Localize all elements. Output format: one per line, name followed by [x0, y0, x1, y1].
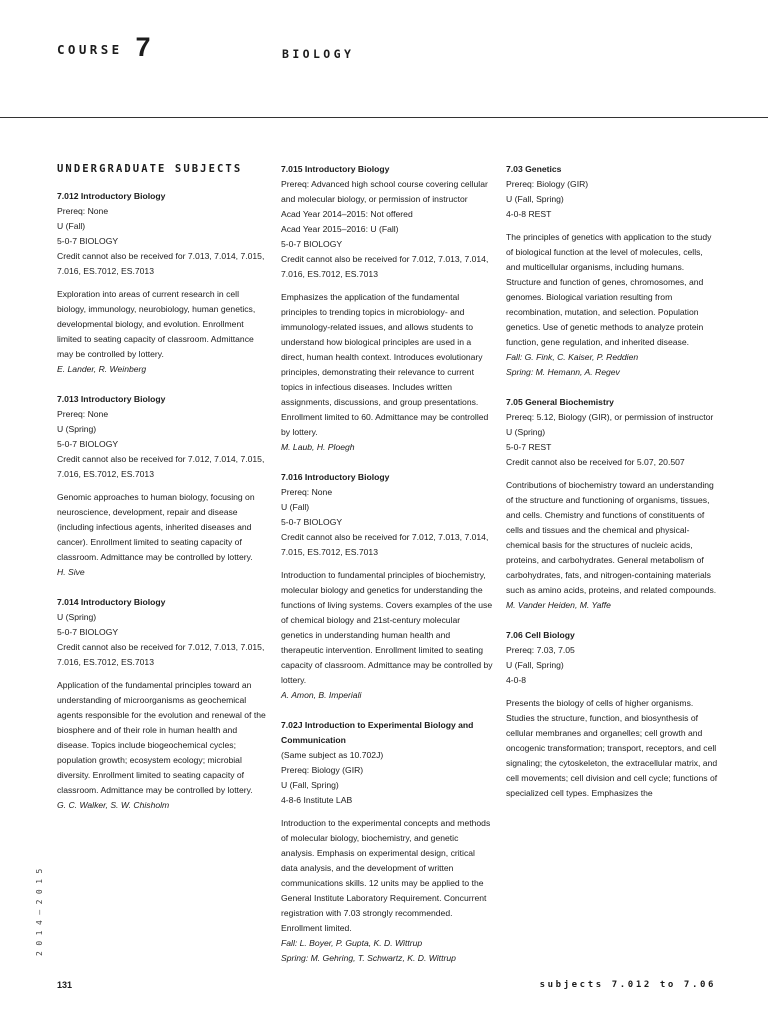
subject-entry — [57, 189, 269, 377]
header-rule — [0, 117, 768, 118]
subject-entry — [506, 162, 718, 380]
subject-instructors: Fall: L. Boyer, P. Gupta, K. D. Wittrup — [281, 938, 423, 948]
course-label: COURSE — [57, 42, 123, 57]
subject-instructors: A. Amon, B. Imperiali — [281, 690, 362, 700]
page-number: 131 — [57, 980, 73, 990]
subject-title: 7.014 Introductory Biology — [57, 597, 166, 607]
subject-info-line: Credit cannot also be received for 7.013, 7.014, 7.015, 7.016, ES.7012, ES.7013 — [57, 251, 265, 276]
subject-info-line: U (Spring) — [57, 612, 97, 622]
subject-description: Genomic approaches to human biology, focusing on neuroscience, development, repair and disease (including infectious agents, inherited diseases and cancer). Enrollment limited to seating capacity of classroom. Admittance may be controlled by lottery. — [57, 492, 255, 562]
column-3 — [506, 162, 718, 816]
subject-info-line: U (Fall) — [281, 502, 310, 512]
subject-instructors: M. Laub, H. Ploegh — [281, 442, 355, 452]
subject-info-line: 5-0-7 BIOLOGY — [281, 239, 343, 249]
subject-instructors: E. Lander, R. Weinberg — [57, 364, 147, 374]
subject-description: Introduction to fundamental principles of biochemistry, molecular biology and genetics for understanding the functions of living systems. Covers examples of the use of chemical biology and 21st-century molecular genetics in understanding human health and therapeutic intervention. Enrollment limited to seating capacity of classroom. Admittance may be controlled by lottery. — [281, 570, 493, 685]
subject-info-line: Credit cannot also be received for 7.012, 7.014, 7.015, 7.016, ES.7012, ES.7013 — [57, 454, 265, 479]
subject-title: 7.03 Genetics — [506, 164, 562, 174]
subject-instructors: Spring: M. Gehring, T. Schwartz, K. D. Wittrup — [281, 953, 456, 963]
subject-description: Contributions of biochemistry toward an understanding of the structure and functioning of organisms, tissues, and cells. Chemistry and functions of constituents of cells and tissues and the chemical and physical-chemical basis for the structures of nucleic acids, proteins, and carbohydrates. General metabolism of carbohydrates, fats, and nitrogen-containing materials such as amino acids, proteins, and related compounds. — [506, 480, 717, 595]
subject-entry — [57, 392, 269, 580]
subject-description: Introduction to the experimental concepts and methods of molecular biology, biochemistry, and genetic analysis. Emphasis on experimental design, critical data analysis, and the development of written communications skills. 12 units may be applied to the General Institute Laboratory Requirement. Concurrent registration with 7.03 strongly recommended. Enrollment limited. — [281, 818, 491, 933]
subject-title: 7.06 Cell Biology — [506, 630, 575, 640]
subject-info-line: U (Fall, Spring) — [506, 660, 564, 670]
subject-info-line: 5-0-7 BIOLOGY — [57, 439, 119, 449]
subject-info-line: Credit cannot also be received for 7.012, 7.013, 7.014, 7.016, ES.7012, ES.7013 — [281, 254, 489, 279]
subject-description: Presents the biology of cells of higher organisms. Studies the structure, function, and biosynthesis of cellular membranes and organelles; cell growth and oncogenic transformation; transport, receptors, and cell signaling; the cytoskeleton, the extracellular matrix, and cell movements; cell division and cell cycle; functions of specialized cell types. Emphasizes the — [506, 698, 718, 798]
side-year-label: 2014–2015 — [35, 863, 44, 956]
column-2 — [281, 162, 493, 981]
subject-entry — [281, 162, 493, 455]
subject-info-line: Credit cannot also be received for 7.012, 7.013, 7.015, 7.016, ES.7012, ES.7013 — [57, 642, 265, 667]
subject-info-line: Acad Year 2014–2015: Not offered — [281, 209, 413, 219]
subject-info-line: Acad Year 2015–2016: U (Fall) — [281, 224, 399, 234]
column-1 — [57, 162, 269, 828]
subject-info-line: Prereq: None — [57, 206, 109, 216]
subject-info-line: 5-0-7 BIOLOGY — [57, 627, 119, 637]
subject-description: Emphasizes the application of the fundamental principles to trending topics in microbiology- and immunology-related issues, and allows students to understand how biological principles are used in a direct, human health context. Introduces evolutionary principles, demonstrating their relevance to current topics in infectious diseases. Includes written assignments, discussions, and group presentations. Enrollment limited to 60. Admittance may be controlled by lottery. — [281, 292, 489, 437]
subject-info-line: 5-0-7 BIOLOGY — [57, 236, 119, 246]
subject-info-line: U (Spring) — [57, 424, 97, 434]
subject-title: 7.02J Introduction to Experimental Biology and Communication — [281, 720, 474, 745]
subject-instructors: Spring: M. Hemann, A. Regev — [506, 367, 620, 377]
subject-instructors: M. Vander Heiden, M. Yaffe — [506, 600, 611, 610]
subject-info-line: 5-0-7 BIOLOGY — [281, 517, 343, 527]
subject-title: 7.05 General Biochemistry — [506, 397, 614, 407]
subject-title: 7.015 Introductory Biology — [281, 164, 390, 174]
subject-info-line: Prereq: 5.12, Biology (GIR), or permission of instructor — [506, 412, 714, 422]
subject-info-line: U (Fall, Spring) — [506, 194, 564, 204]
subject-list — [57, 189, 269, 813]
course-heading — [57, 32, 151, 63]
subject-description: The principles of genetics with application to the study of biological function at the level of molecules, cells, and multicellular organisms, including humans. Structure and function of genes, chromosomes, and genomes. Biological variation resulting from recombination, mutation, and selection. Population genetics. Use of genetic methods to analyze protein function, gene regulation, and inherited disease. — [506, 232, 712, 347]
subject-info-line: U (Spring) — [506, 427, 546, 437]
course-number: 7 — [135, 32, 151, 62]
subject-instructors: Fall: G. Fink, C. Kaiser, P. Reddien — [506, 352, 639, 362]
subject-info-line: 4-0-8 — [506, 675, 527, 685]
subject-list — [506, 162, 718, 801]
subject-info-line: 5-0-7 REST — [506, 442, 552, 452]
subject-info-line: 4-0-8 REST — [506, 209, 552, 219]
subject-description: Exploration into areas of current research in cell biology, immunology, neurobiology, human genetics, developmental biology, and evolution. Enrollment limited to seating capacity of classroom. Admittance may be controlled by lottery. — [57, 289, 256, 359]
footer-subject-range: subjects 7.012 to 7.06 — [539, 980, 716, 990]
subject-entry — [506, 395, 718, 613]
subject-info-line: U (Fall) — [57, 221, 86, 231]
subject-description: Application of the fundamental principles toward an understanding of microorganisms as geochemical agents responsible for the evolution and renewal of the biosphere and of their role in human health and disease. Topics include biogeochemical cycles; population growth; ecosystem ecology; microbial diversity. Enrollment limited to seating capacity of classroom. Admittance may be controlled by lottery. — [57, 680, 266, 795]
subject-info-line: Prereq: Advanced high school course covering cellular and molecular biology, or permission of instructor — [281, 179, 488, 204]
section-title: UNDERGRADUATE SUBJECTS — [57, 163, 243, 175]
subject-entry — [281, 470, 493, 703]
subject-instructors: H. Sive — [57, 567, 85, 577]
subject-instructors: G. C. Walker, S. W. Chisholm — [57, 800, 170, 810]
subject-entry — [57, 595, 269, 813]
subject-info-line: Prereq: Biology (GIR) — [281, 765, 364, 775]
subject-info-line: Credit cannot also be received for 5.07, 20.507 — [506, 457, 685, 467]
subject-info-line: Prereq: 7.03, 7.05 — [506, 645, 575, 655]
department-heading: BIOLOGY — [282, 47, 355, 61]
subject-title: 7.012 Introductory Biology — [57, 191, 166, 201]
subject-info-line: Prereq: Biology (GIR) — [506, 179, 589, 189]
subject-info-line: U (Fall, Spring) — [281, 780, 339, 790]
subject-info-line: Prereq: None — [281, 487, 333, 497]
subject-entry — [281, 718, 493, 966]
subject-info-line: 4-8-6 Institute LAB — [281, 795, 353, 805]
subject-title: 7.013 Introductory Biology — [57, 394, 166, 404]
subject-info-line: (Same subject as 10.702J) — [281, 750, 384, 760]
subject-entry — [506, 628, 718, 801]
subject-title: 7.016 Introductory Biology — [281, 472, 390, 482]
subject-info-line: Prereq: None — [57, 409, 109, 419]
subject-list — [281, 162, 493, 966]
subject-info-line: Credit cannot also be received for 7.012, 7.013, 7.014, 7.015, ES.7012, ES.7013 — [281, 532, 489, 557]
